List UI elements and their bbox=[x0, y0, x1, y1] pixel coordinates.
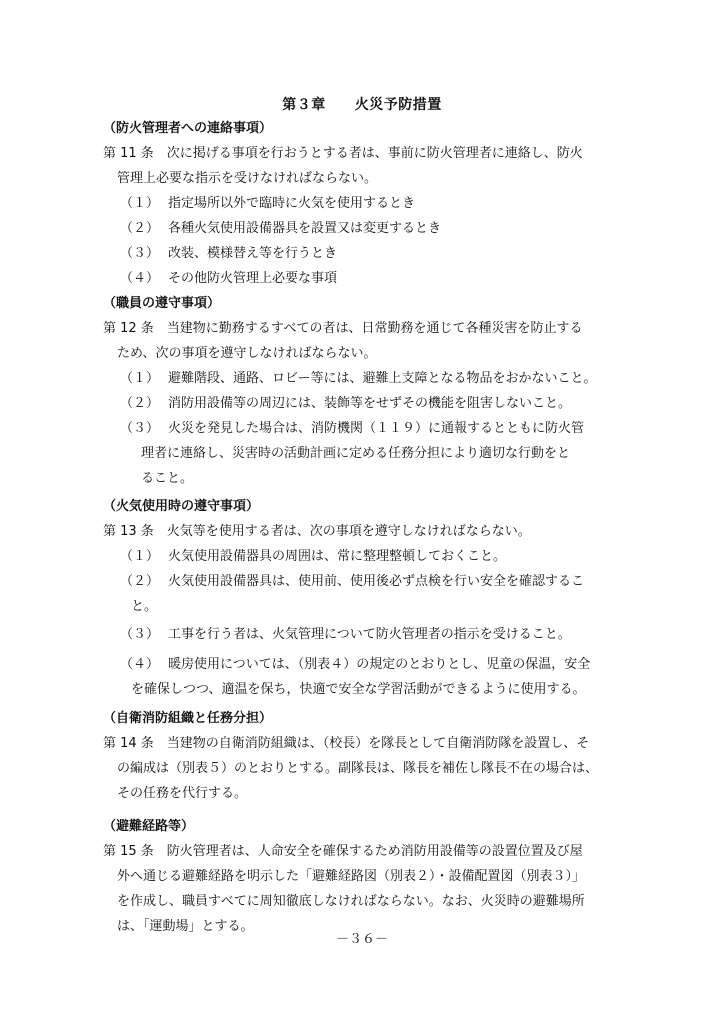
list-item bbox=[0, 652, 724, 677]
article-text-line: 第 11 条 次に掲げる事項を行おうとする者は、事前に防火管理者に連絡し、防火 bbox=[103, 146, 583, 161]
item-number: （２） bbox=[120, 396, 160, 411]
item-number: （３） bbox=[120, 627, 160, 642]
list-item bbox=[0, 266, 724, 291]
item-text: 消防用設備等の周辺には、装飾等をせずその機能を阻害しないこと。 bbox=[168, 396, 572, 411]
item-continuation-line: と。 bbox=[131, 599, 158, 614]
item-number: （３） bbox=[120, 421, 160, 436]
article-text-line: ため、次の事項を遵守しなければならない。 bbox=[117, 346, 377, 361]
list-item bbox=[0, 391, 724, 416]
item-number: （１） bbox=[120, 549, 160, 564]
article-text-line: を作成し、職員すべてに周知徹底しなければならない。なお、火災時の避難場所 bbox=[117, 894, 585, 909]
item-continuation-line: を確保しつつ、適温を保ち，快適で安全な学習活動ができるように使用する。 bbox=[131, 682, 586, 697]
list-item bbox=[0, 366, 724, 391]
article-text-line: の編成は（別表５）のとおりとする。副隊長は、隊長を補佐し隊長不在の場合は、 bbox=[117, 761, 599, 776]
article-text-line: その任務を代行する。 bbox=[117, 786, 248, 801]
item-number: （３） bbox=[120, 246, 160, 261]
item-number: （４） bbox=[120, 271, 160, 286]
article-14 bbox=[0, 706, 724, 806]
item-text: 暖房使用については、（別表４）の規定のとおりとし、児童の保温，安全 bbox=[168, 657, 591, 672]
item-number: （２） bbox=[120, 574, 160, 589]
item-text: 火災を発見した場合は、消防機関（１１９）に通報するとともに防火管 bbox=[168, 421, 585, 436]
item-number: （１） bbox=[120, 371, 160, 386]
page-number: －３６－ bbox=[335, 932, 388, 947]
article-text-line: 第 12 条 当建物に勤務するすべての者は、日常勤務を通じて各種災害を防止する bbox=[103, 321, 583, 336]
item-number: （２） bbox=[120, 221, 160, 236]
list-item bbox=[0, 216, 724, 241]
item-number: （４） bbox=[120, 657, 160, 672]
item-text: 指定場所以外で臨時に火気を使用するとき bbox=[168, 196, 416, 211]
list-item bbox=[0, 241, 724, 266]
article-caption: （自衛消防組織と任務分担） bbox=[103, 711, 273, 726]
article-caption: （防火管理者への連絡事項） bbox=[103, 121, 273, 136]
item-text: 各種火気使用設備器具を設置又は変更するとき bbox=[168, 221, 442, 236]
item-text: 避難階段、通路、ロビー等には、避難上支障となる物品をおかないこと。 bbox=[168, 371, 597, 386]
list-item bbox=[0, 416, 724, 441]
item-text: 火気使用設備器具の周囲は、常に整理整頓しておくこと。 bbox=[168, 549, 507, 564]
article-13 bbox=[0, 494, 724, 702]
article-11 bbox=[0, 116, 724, 291]
item-continuation-line: ること。 bbox=[141, 471, 194, 486]
item-text: 改装、模様替え等を行うとき bbox=[168, 246, 338, 261]
item-text: その他防火管理上必要な事項 bbox=[168, 271, 338, 286]
item-text: 火気使用設備器具は、使用前、使用後必ず点検を行い安全を確認するこ bbox=[168, 574, 585, 589]
item-text: 工事を行う者は、火気管理について防火管理者の指示を受けること。 bbox=[168, 627, 571, 642]
article-caption: （火気使用時の遵守事項） bbox=[103, 499, 260, 514]
article-12 bbox=[0, 291, 724, 491]
article-text-line: 外へ通じる避難経路を明示した「避難経路図（別表２）・設備配置図（別表３）」 bbox=[117, 869, 586, 884]
chapter-title: 第３章 火災予防措置 bbox=[282, 97, 442, 113]
list-item bbox=[0, 622, 724, 647]
article-caption: （職員の遵守事項） bbox=[103, 296, 221, 311]
article-text-line: 第 13 条 火気等を使用する者は、次の事項を遵守しなければならない。 bbox=[103, 524, 531, 539]
article-text-line: 第 15 条 防火管理者は、人命安全を確保するため消防用設備等の設置位置及び屋 bbox=[103, 844, 583, 859]
article-15 bbox=[0, 814, 724, 939]
article-text-line: 管理上必要な指示を受けなければならない。 bbox=[117, 171, 378, 186]
list-item bbox=[0, 191, 724, 216]
list-item bbox=[0, 569, 724, 594]
item-number: （１） bbox=[120, 196, 160, 211]
item-continuation-line: 理者に連絡し、災害時の活動計画に定める任務分担により適切な行動をと bbox=[141, 446, 571, 461]
list-item bbox=[0, 544, 724, 569]
article-caption: （避難経路等） bbox=[103, 819, 195, 834]
article-text-line: 第 14 条 当建物の自衛消防組織は、（校長）を隊長として自衛消防隊を設置し、そ bbox=[103, 736, 590, 751]
article-text-line: は、「運動場」とする。 bbox=[117, 919, 254, 934]
